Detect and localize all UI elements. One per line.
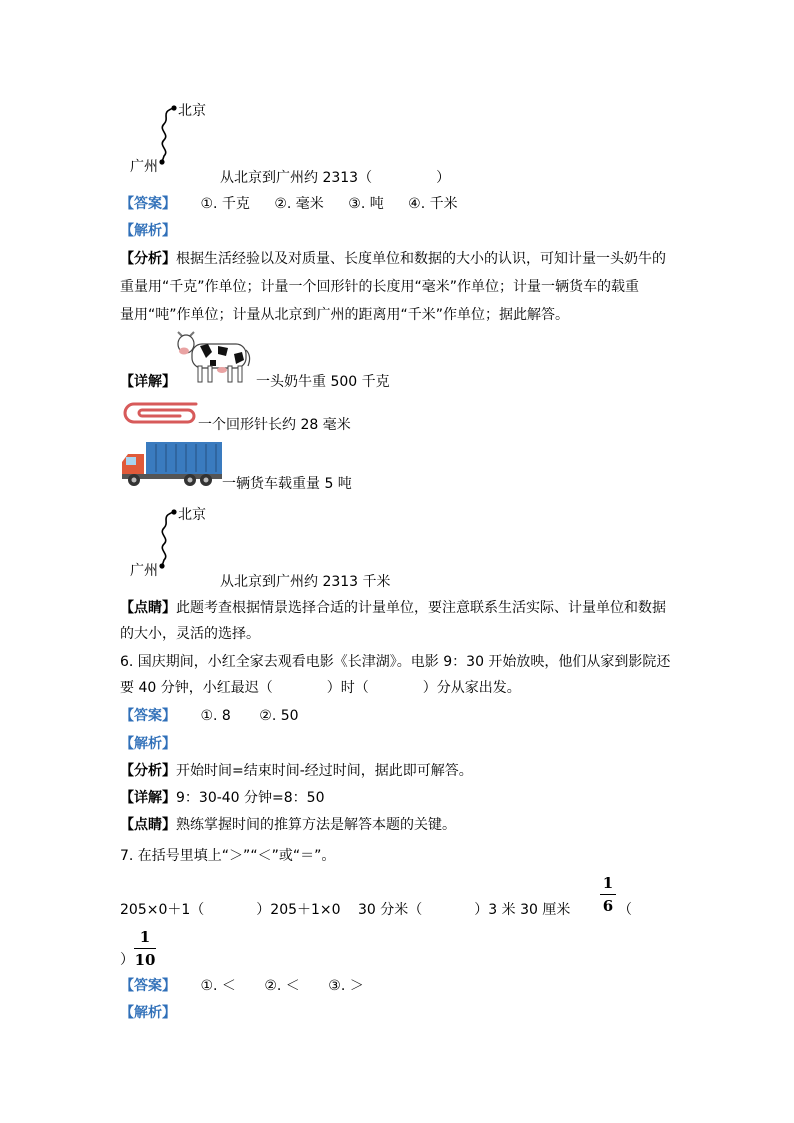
q5-fenxi-line1: 【分析】根据生活经验以及对质量、长度单位和数据的大小的认识，可知计量一头奶牛的 [120,251,666,267]
answer-tag: 【答案】 [120,708,176,724]
answer-2: ②. 50 [259,708,299,724]
answer-1: ①. 千克 [200,196,250,212]
route-answer: 从北京到广州约 2313 千米 [220,574,391,590]
q5-xiangjie-cow: 【详解】 一头奶牛重 500 千克 [120,374,390,390]
label-guangzhou: 广州 [130,563,158,579]
q5-fenxi-line2: 重量用“千克”作单位；计量一个回形针的长度用“毫米”作单位；计量一辆货车的载重 [120,279,640,295]
xiangjie-tag: 【详解】 [120,374,176,390]
fraction-one-sixth: 1 6 [600,874,616,915]
q7-open-paren: （ [618,902,632,918]
q6-question-line2: 要 40 分钟，小红最迟（ ）时（ ）分从家出发。 [120,680,521,696]
dianjing-tag: 【点睛】 [120,817,176,833]
q5-fenxi-line3: 量用“吨”作单位；计量从北京到广州的距离用“千米”作单位；据此解答。 [120,307,570,323]
q7-answer-row [120,976,364,996]
q7-expr-1: 205×0＋1（ ）205＋1×0 [120,902,341,918]
q5-xiangjie-truck: 一辆货车载重量 5 吨 [222,476,352,492]
answer-tag: 【答案】 [120,196,176,212]
answer-1: ①. 8 [200,708,231,724]
q6-xiangjie: 【详解】9：30-40 分钟=8：50 [120,790,325,806]
label-beijing: 北京 [178,103,206,119]
paper-clip-icon [122,398,200,428]
answer-3: ③. ＞ [328,978,364,994]
q7-title: 7. 在括号里填上“＞”“＜”或“＝”。 [120,848,336,864]
answer-4: ④. 千米 [408,196,458,212]
q7-close-paren: ） [120,952,134,968]
q5-jiexi-tag: 【解析】 [120,223,176,239]
q6-jiexi-tag: 【解析】 [120,736,176,752]
answer-tag: 【答案】 [120,978,176,994]
answer-2: ②. ＜ [264,978,300,994]
fraction-one-tenth: 1 10 [134,928,156,969]
truck-icon [120,440,224,488]
answer-3: ③. 吨 [348,196,384,212]
q6-question-line1: 6. 国庆期间，小红全家去观看电影《长津湖》。电影 9：30 开始放映，他们从家到影院还 [120,654,671,670]
q5-answer-row [120,194,458,214]
xiangjie-tag: 【详解】 [120,790,176,806]
fenxi-tag: 【分析】 [120,251,176,267]
answer-1: ①. ＜ [200,978,236,994]
route-line-icon [158,508,178,570]
dianjing-tag: 【点睛】 [120,600,176,616]
q6-answer-row [120,706,299,726]
fenxi-tag: 【分析】 [120,763,176,779]
q7-expr-2: 30 分米（ ）3 米 30 厘米 [358,902,571,918]
q5-xiangjie-clip: 一个回形针长约 28 毫米 [198,417,351,433]
q5-dianjing-line1: 【点睛】此题考查根据情景选择合适的计量单位，要注意联系生活实际、计量单位和数据 [120,600,666,616]
q6-fenxi: 【分析】开始时间=结束时间-经过时间，据此即可解答。 [120,763,473,779]
q7-jiexi-tag: 【解析】 [120,1005,176,1021]
answer-2: ②. 毫米 [274,196,324,212]
label-beijing: 北京 [178,507,206,523]
label-guangzhou: 广州 [130,159,158,175]
route-line-icon [158,104,178,166]
q5-dianjing-line2: 的大小，灵活的选择。 [120,626,260,642]
q6-dianjing: 【点睛】熟练掌握时间的推算方法是解答本题的关键。 [120,817,456,833]
route-question: 从北京到广州约 2313（ ） [220,170,451,186]
